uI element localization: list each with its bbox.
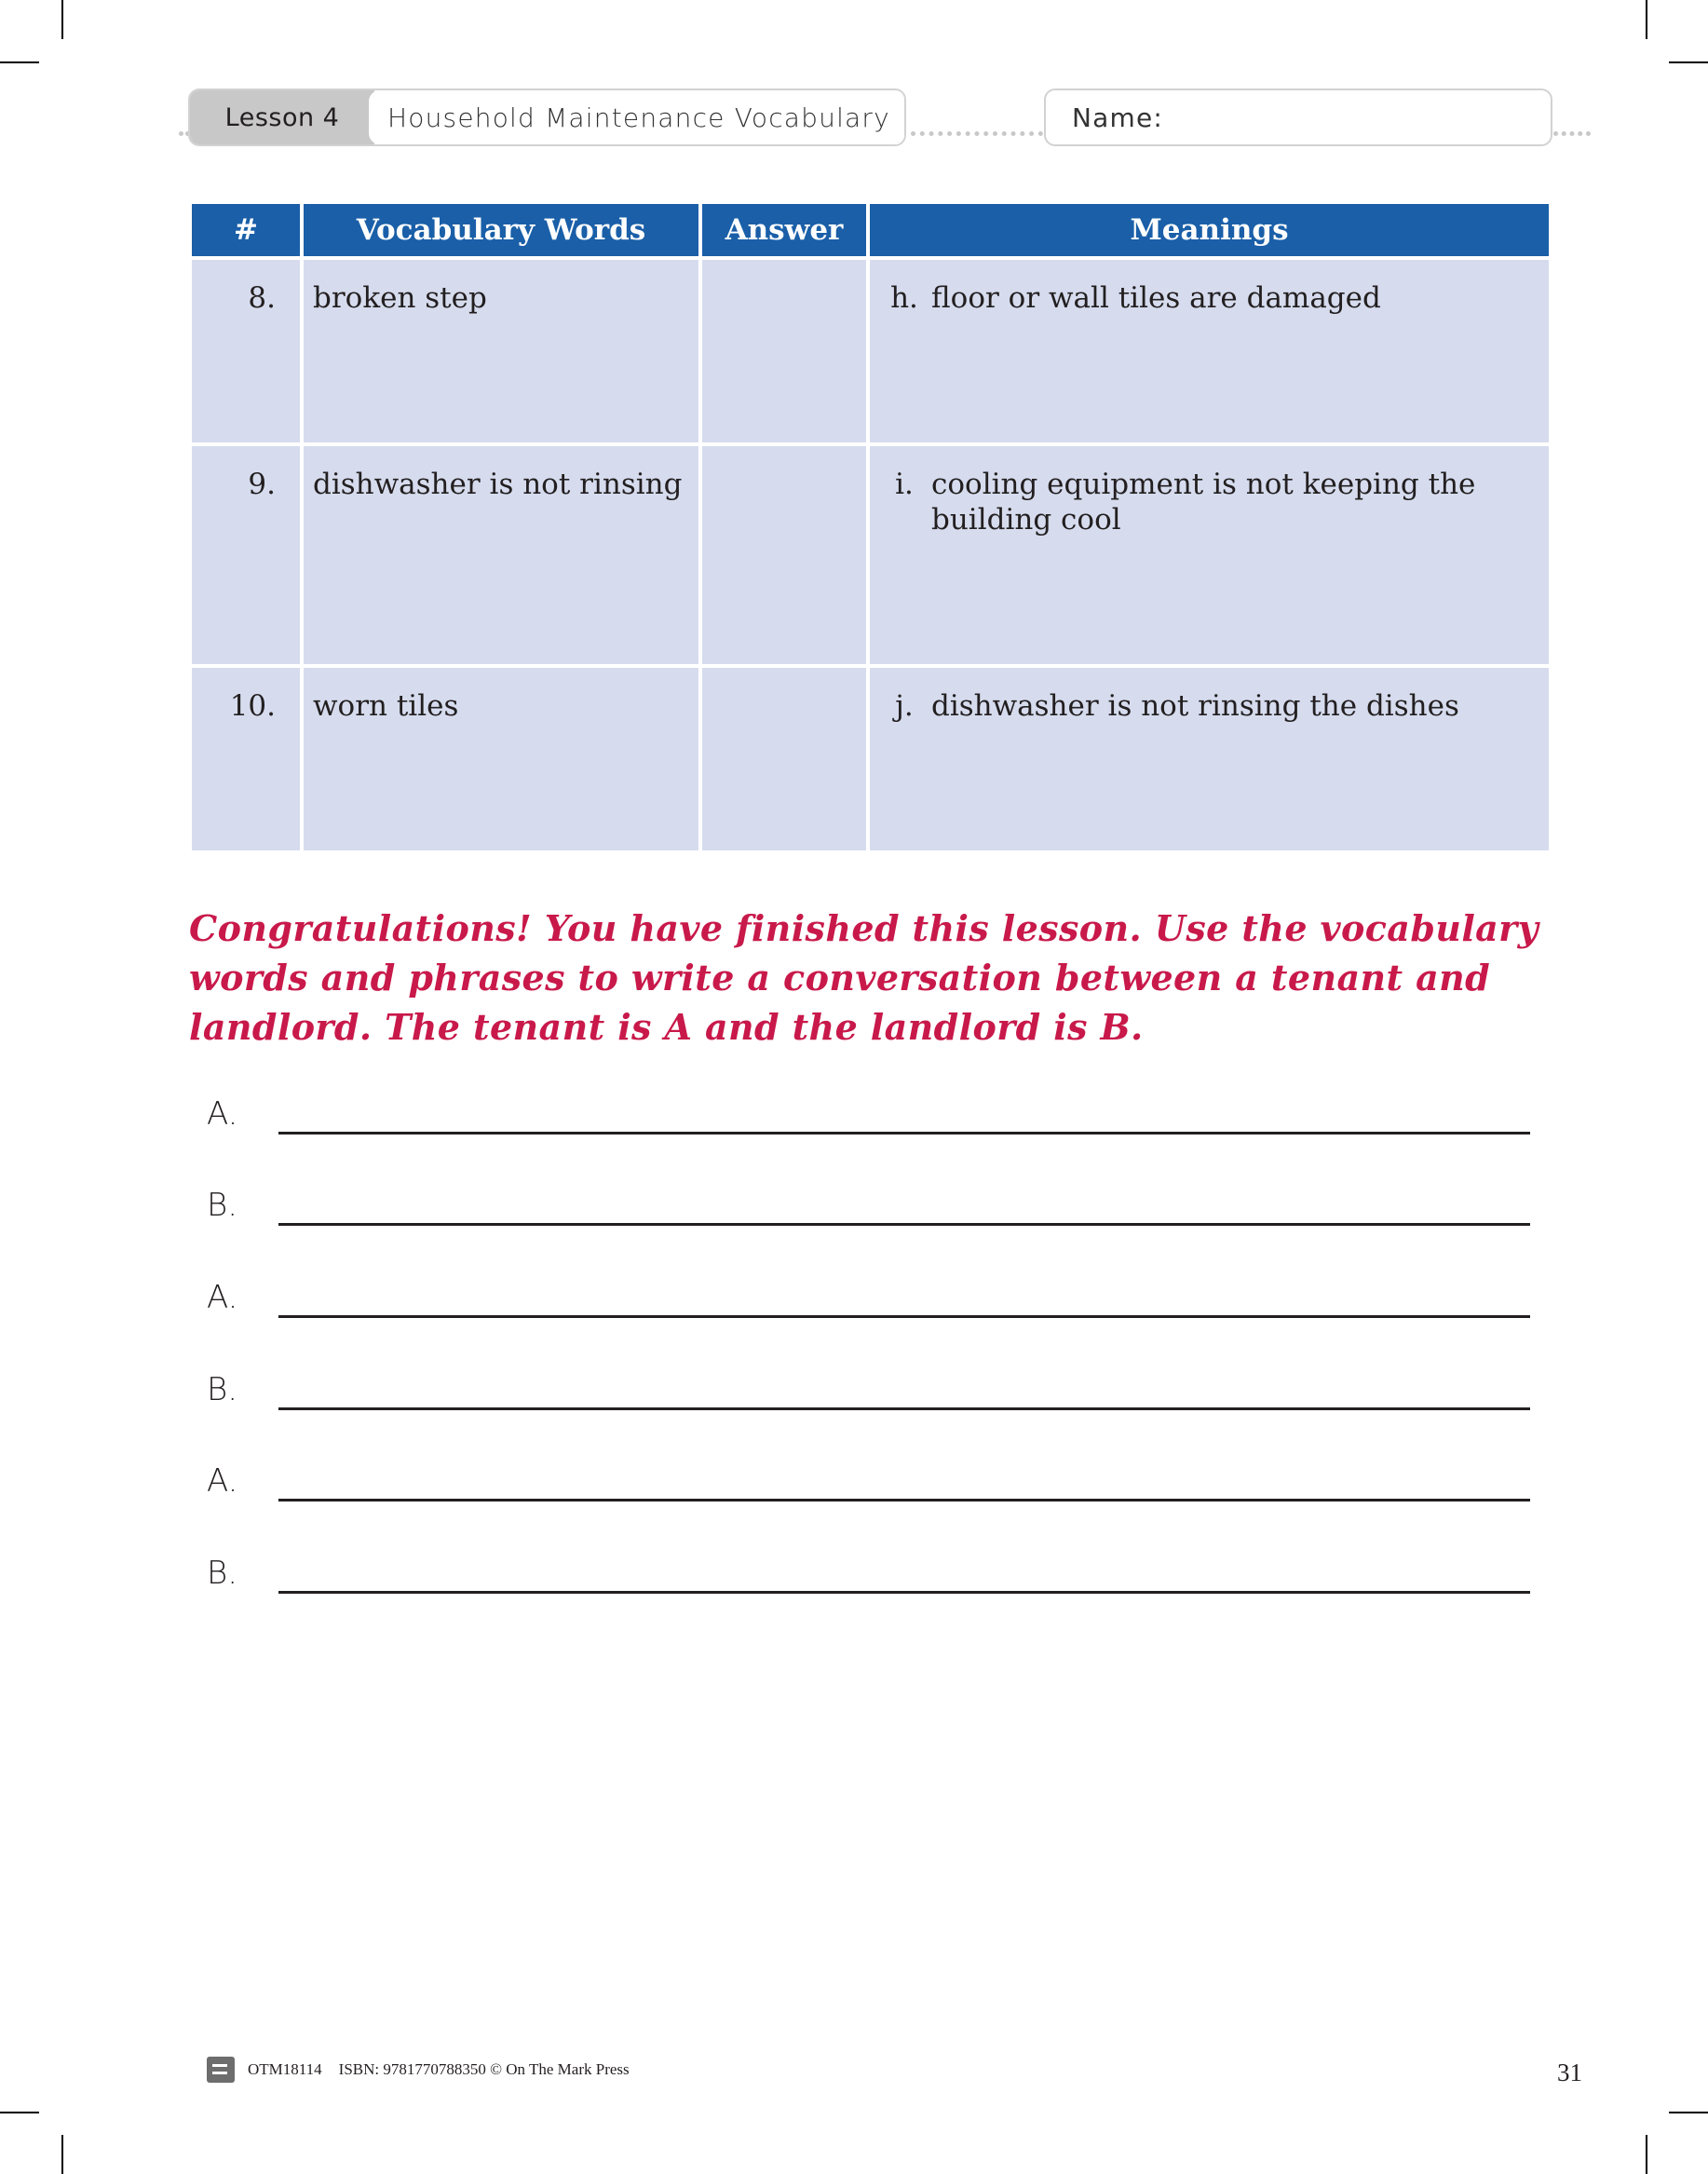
speaker-label: B. xyxy=(207,1555,238,1592)
row-number: 8. xyxy=(192,260,304,446)
answer-cell[interactable] xyxy=(702,668,870,854)
dialog-line-b[interactable] xyxy=(207,1536,1530,1592)
crop-mark xyxy=(1669,61,1708,63)
instructions-text: Congratulations! You have finished this lesson. Use the vocabulary words and phrases to write a conversation between a tenant and landlord. The tenant is A and the landlord is B. xyxy=(189,907,1539,1048)
lesson-tag: Lesson 4 xyxy=(190,90,374,144)
meaning-text: dishwasher is not rinsing the dishes xyxy=(931,689,1459,723)
answer-cell[interactable] xyxy=(702,260,870,446)
header-answer: Answer xyxy=(702,204,870,260)
crop-mark xyxy=(61,0,63,39)
crop-mark xyxy=(0,2112,39,2113)
writing-line[interactable] xyxy=(278,1315,1530,1318)
lesson-title: Household Maintenance Vocabulary xyxy=(369,90,904,144)
crop-mark xyxy=(1646,0,1647,39)
table-row xyxy=(192,668,1549,854)
row-number: 10. xyxy=(192,668,304,854)
meaning-text: cooling equipment is not keeping the building cool xyxy=(931,468,1476,537)
crop-mark xyxy=(1646,2135,1647,2174)
product-code: OTM18114 xyxy=(248,2060,322,2078)
vocabulary-word: worn tiles xyxy=(304,668,702,854)
vocabulary-word: dishwasher is not rinsing xyxy=(304,446,702,668)
meaning-letter: i. xyxy=(895,468,914,501)
meaning-letter: h. xyxy=(890,281,918,315)
dotted-connector xyxy=(1553,131,1591,136)
name-field[interactable] xyxy=(1044,88,1552,146)
lesson-header xyxy=(188,88,906,146)
meaning-cell xyxy=(870,668,1549,854)
vocabulary-word: broken step xyxy=(304,260,702,446)
footer xyxy=(207,2057,646,2083)
meaning-letter: j. xyxy=(895,689,914,723)
page-number: 31 xyxy=(1557,2059,1582,2086)
speaker-label: A. xyxy=(207,1279,238,1316)
row-number: 9. xyxy=(192,446,304,668)
speaker-label: B. xyxy=(207,1371,238,1408)
crop-mark xyxy=(0,61,39,63)
name-label: Name: xyxy=(1072,102,1164,133)
writing-line[interactable] xyxy=(278,1591,1530,1594)
dotted-connector xyxy=(911,131,1043,136)
header-number: # xyxy=(192,204,304,260)
dialog-line-a[interactable] xyxy=(207,1444,1530,1500)
dialog-line-b[interactable] xyxy=(207,1168,1530,1224)
crop-mark xyxy=(61,2135,63,2174)
meaning-text: floor or wall tiles are damaged xyxy=(931,281,1381,315)
writing-line[interactable] xyxy=(278,1223,1530,1226)
meaning-cell xyxy=(870,446,1549,668)
writing-line[interactable] xyxy=(278,1407,1530,1410)
answer-cell[interactable] xyxy=(702,446,870,668)
table-header-row xyxy=(192,204,1549,260)
dialog-line-a[interactable] xyxy=(207,1260,1530,1316)
speaker-label: A. xyxy=(207,1462,238,1500)
header-vocabulary-words: Vocabulary Words xyxy=(304,204,702,260)
writing-line[interactable] xyxy=(278,1132,1530,1135)
dialog-line-b[interactable] xyxy=(207,1352,1530,1408)
crop-mark xyxy=(1669,2112,1708,2113)
header-meanings: Meanings xyxy=(870,204,1549,260)
publisher-logo-icon xyxy=(207,2057,235,2083)
meaning-cell xyxy=(870,260,1549,446)
speaker-label: B. xyxy=(207,1187,238,1224)
writing-line[interactable] xyxy=(278,1499,1530,1501)
table-row xyxy=(192,446,1549,668)
isbn-copyright: ISBN: 9781770788350 © On The Mark Press xyxy=(338,2060,630,2078)
table-row xyxy=(192,260,1549,446)
speaker-label: A. xyxy=(207,1095,238,1133)
dialog-line-a[interactable] xyxy=(207,1077,1530,1133)
vocabulary-table xyxy=(192,204,1549,854)
